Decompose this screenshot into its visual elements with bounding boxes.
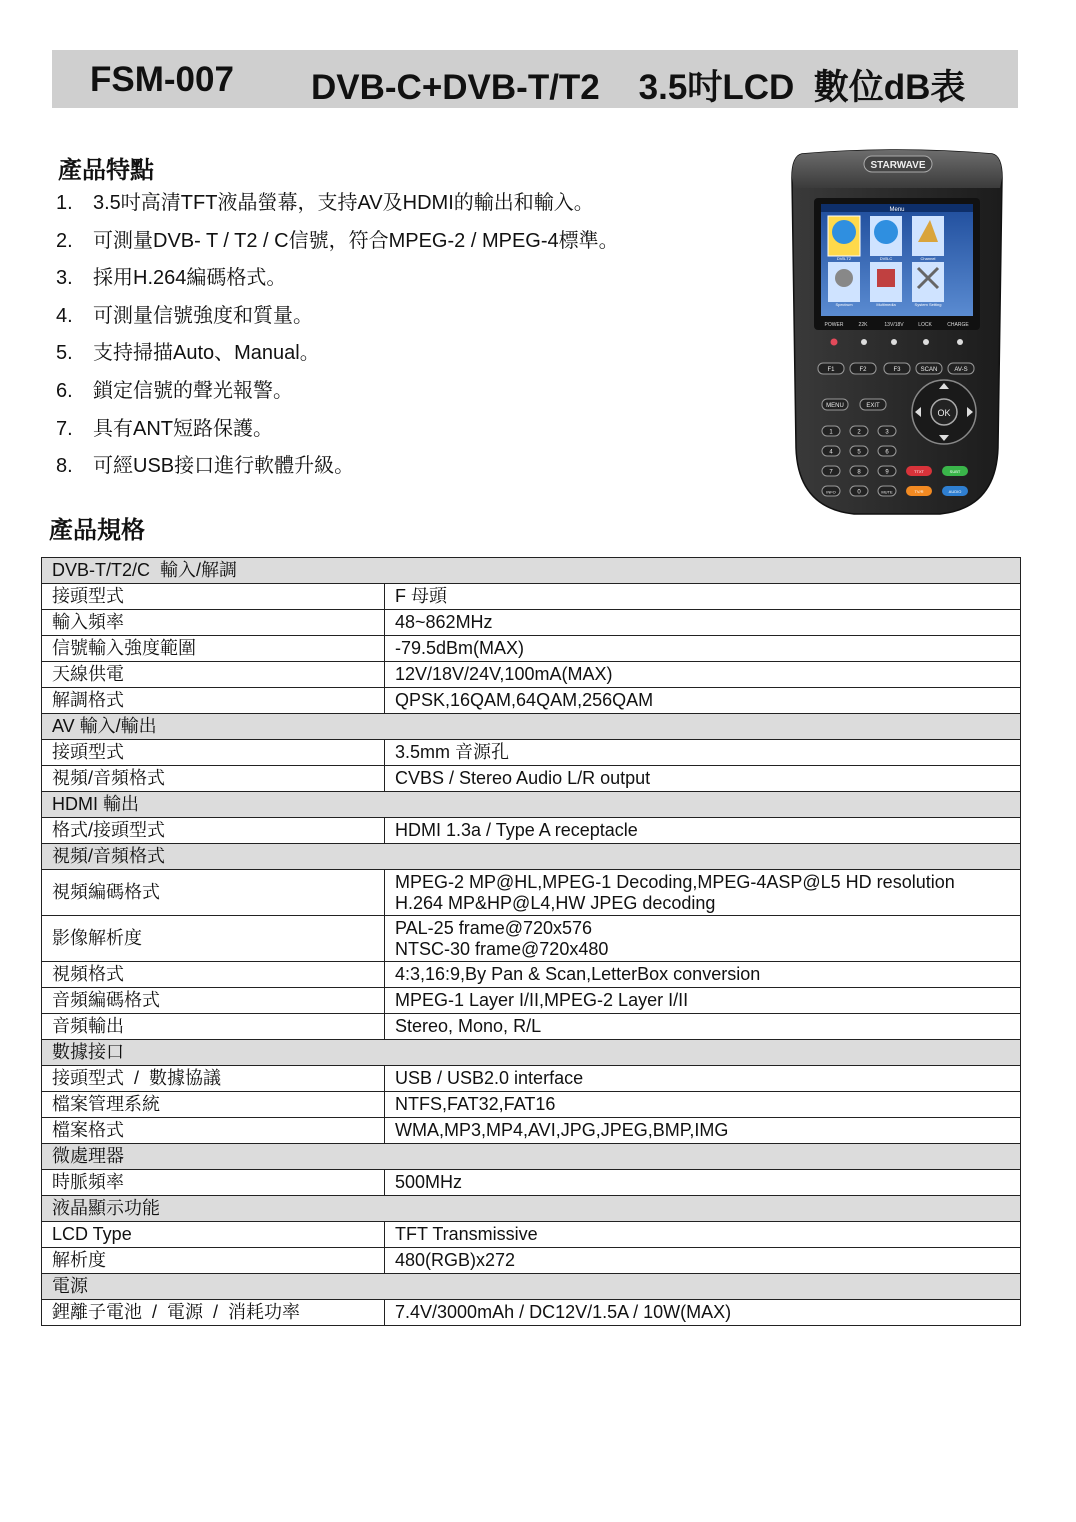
svg-text:SCAN: SCAN — [920, 367, 938, 373]
spec-value-multi — [385, 916, 1021, 962]
svg-text:4: 4 — [829, 449, 833, 456]
model-number: FSM-007 — [90, 60, 234, 99]
svg-text:13V/18V: 13V/18V — [884, 322, 904, 328]
svg-text:0: 0 — [857, 489, 861, 496]
svg-text:3: 3 — [885, 429, 889, 436]
spec-row — [42, 740, 1021, 766]
spec-row — [42, 610, 1021, 636]
spec-section-row — [42, 1040, 1021, 1066]
feature-item: 2. 可測量DVB- T / T2 / C信號，符合MPEG-2 / MPEG-4標準。 — [56, 229, 619, 252]
spec-section-label: DVB-T/T2/C 輸入/解調 — [42, 558, 1021, 584]
spec-value: USB / USB2.0 interface — [385, 1066, 1021, 1092]
spec-label: LCD Type — [42, 1222, 385, 1248]
svg-text:Spectrum: Spectrum — [835, 302, 853, 307]
spec-label: 影像解析度 — [42, 916, 385, 962]
spec-row — [42, 1118, 1021, 1144]
feature-item: 4. 可測量信號強度和質量。 — [56, 304, 313, 327]
svg-text:OK: OK — [937, 408, 951, 418]
spec-label: 信號輸入強度範圍 — [42, 636, 385, 662]
spec-section-label: 微處理器 — [42, 1144, 1021, 1170]
svg-text:9: 9 — [885, 469, 889, 476]
title-bar — [52, 50, 1018, 108]
spec-table — [41, 557, 1021, 1326]
svg-text:F2: F2 — [859, 367, 867, 373]
spec-heading: 產品規格 — [49, 517, 145, 544]
svg-text:F3: F3 — [893, 367, 901, 373]
svg-text:DVB-C: DVB-C — [879, 256, 893, 261]
spec-value: 48~862MHz — [385, 610, 1021, 636]
spec-row — [42, 988, 1021, 1014]
spec-row — [42, 962, 1021, 988]
product-description: DVB-C+DVB-T/T2 3.5吋LCD 數位dB表 — [311, 68, 966, 107]
device-image — [790, 148, 1004, 518]
spec-label: 音頻輸出 — [42, 1014, 385, 1040]
svg-text:F1: F1 — [827, 367, 835, 373]
svg-text:5: 5 — [857, 449, 861, 456]
spec-label: 音頻編碼格式 — [42, 988, 385, 1014]
spec-value: HDMI 1.3a / Type A receptacle — [385, 818, 1021, 844]
screen-title: Menu — [889, 207, 905, 213]
spec-value: WMA,MP3,MP4,AVI,JPG,JPEG,BMP,IMG — [385, 1118, 1021, 1144]
spec-section-row — [42, 1196, 1021, 1222]
svg-text:MUTE: MUTE — [881, 489, 893, 495]
svg-text:8: 8 — [857, 469, 861, 476]
spec-section-row — [42, 844, 1021, 870]
spec-value: TFT Transmissive — [385, 1222, 1021, 1248]
svg-text:7: 7 — [829, 469, 833, 476]
svg-text:System Setting: System Setting — [914, 302, 942, 307]
spec-label: 天線供電 — [42, 662, 385, 688]
spec-section-label: 液晶顯示功能 — [42, 1196, 1021, 1222]
feature-item: 7. 具有ANT短路保護。 — [56, 417, 273, 440]
svg-text:EXIT: EXIT — [866, 403, 880, 409]
feature-item: 1. 3.5吋高清TFT液晶螢幕，支持AV及HDMI的輸出和輸入。 — [56, 192, 594, 214]
spec-value: Stereo, Mono, R/L — [385, 1014, 1021, 1040]
spec-value: 7.4V/3000mAh / DC12V/1.5A / 10W(MAX) — [385, 1300, 1021, 1326]
feature-item: 5. 支持掃描Auto、Manual。 — [56, 342, 320, 365]
feature-item: 8. 可經USB接口進行軟體升級。 — [56, 455, 355, 478]
spec-label: 檔案格式 — [42, 1118, 385, 1144]
spec-row — [42, 636, 1021, 662]
spec-value: 500MHz — [385, 1170, 1021, 1196]
spec-value: 3.5mm 音源孔 — [385, 740, 1021, 766]
brand-logo: STARWAVE — [870, 160, 926, 171]
spec-row — [42, 584, 1021, 610]
svg-text:POWER: POWER — [824, 322, 844, 328]
svg-text:CHARGE: CHARGE — [947, 322, 969, 328]
spec-label: 接頭型式 — [42, 584, 385, 610]
spec-section-row — [42, 1274, 1021, 1300]
feature-item: 3. 採用H.264編碼格式。 — [56, 267, 287, 290]
svg-text:Channel: Channel — [920, 256, 936, 261]
svg-text:22K: 22K — [858, 322, 868, 328]
svg-text:AUDIO: AUDIO — [948, 489, 962, 494]
spec-section-row — [42, 714, 1021, 740]
spec-row — [42, 1066, 1021, 1092]
svg-text:DVB-T2: DVB-T2 — [836, 256, 852, 261]
spec-value: MPEG-1 Layer I/II,MPEG-2 Layer I/II — [385, 988, 1021, 1014]
features-list — [56, 188, 756, 489]
spec-value: 480(RGB)x272 — [385, 1248, 1021, 1274]
spec-value: -79.5dBm(MAX) — [385, 636, 1021, 662]
spec-label: 視頻/音頻格式 — [42, 766, 385, 792]
feature-item: 6. 鎖定信號的聲光報警。 — [56, 379, 293, 402]
spec-row — [42, 1248, 1021, 1274]
spec-value: 12V/18V/24V,100mA(MAX) — [385, 662, 1021, 688]
features-heading: 產品特點 — [58, 157, 154, 184]
spec-row — [42, 916, 1021, 962]
spec-value: F 母頭 — [385, 584, 1021, 610]
spec-section-label: HDMI 輸出 — [42, 792, 1021, 818]
spec-value: CVBS / Stereo Audio L/R output — [385, 766, 1021, 792]
spec-row — [42, 766, 1021, 792]
spec-row — [42, 688, 1021, 714]
spec-row — [42, 1170, 1021, 1196]
spec-row — [42, 1222, 1021, 1248]
spec-section-row — [42, 558, 1021, 584]
svg-text:MENU: MENU — [826, 403, 844, 409]
spec-label: 視頻編碼格式 — [42, 870, 385, 916]
spec-row — [42, 662, 1021, 688]
svg-text:AV-S: AV-S — [954, 367, 968, 373]
spec-value: NTFS,FAT32,FAT16 — [385, 1092, 1021, 1118]
spec-label: 視頻格式 — [42, 962, 385, 988]
spec-value: H.264 MP&HP@L4,HW JPEG decoding — [395, 892, 716, 913]
spec-label: 格式/接頭型式 — [42, 818, 385, 844]
spec-label: 輸入頻率 — [42, 610, 385, 636]
spec-label: 接頭型式 — [42, 740, 385, 766]
spec-row — [42, 870, 1021, 916]
svg-text:TV/R: TV/R — [914, 489, 924, 494]
spec-row — [42, 818, 1021, 844]
svg-text:INFO: INFO — [826, 489, 836, 495]
svg-text:LOCK: LOCK — [918, 322, 932, 328]
spec-row — [42, 1300, 1021, 1326]
spec-section-label: 電源 — [42, 1274, 1021, 1300]
spec-value: MPEG-2 MP@HL,MPEG-1 Decoding,MPEG-4ASP@L5 HD resolution — [395, 871, 955, 892]
svg-text:TTXT: TTXT — [914, 469, 924, 474]
spec-value: NTSC-30 frame@720x480 — [395, 938, 609, 959]
svg-text:SUBT: SUBT — [949, 469, 961, 474]
spec-row — [42, 1014, 1021, 1040]
spec-section-row — [42, 792, 1021, 818]
svg-text:2: 2 — [857, 429, 861, 436]
spec-section-label: 視頻/音頻格式 — [42, 844, 1021, 870]
spec-label: 鋰離子電池 / 電源 / 消耗功率 — [42, 1300, 385, 1326]
spec-section-label: 數據接口 — [42, 1040, 1021, 1066]
spec-label: 接頭型式 / 數據協議 — [42, 1066, 385, 1092]
spec-value-multi — [385, 870, 1021, 916]
spec-label: 檔案管理系統 — [42, 1092, 385, 1118]
svg-text:1: 1 — [829, 429, 833, 436]
svg-text:Multimedia: Multimedia — [876, 302, 896, 307]
spec-label: 解析度 — [42, 1248, 385, 1274]
spec-section-label: AV 輸入/輸出 — [42, 714, 1021, 740]
spec-label: 解調格式 — [42, 688, 385, 714]
spec-value: QPSK,16QAM,64QAM,256QAM — [385, 688, 1021, 714]
svg-text:6: 6 — [885, 449, 889, 456]
spec-value: 4:3,16:9,By Pan & Scan,LetterBox conversion — [385, 962, 1021, 988]
spec-row — [42, 1092, 1021, 1118]
spec-section-row — [42, 1144, 1021, 1170]
spec-value: PAL-25 frame@720x576 — [395, 917, 593, 938]
spec-label: 時脈頻率 — [42, 1170, 385, 1196]
